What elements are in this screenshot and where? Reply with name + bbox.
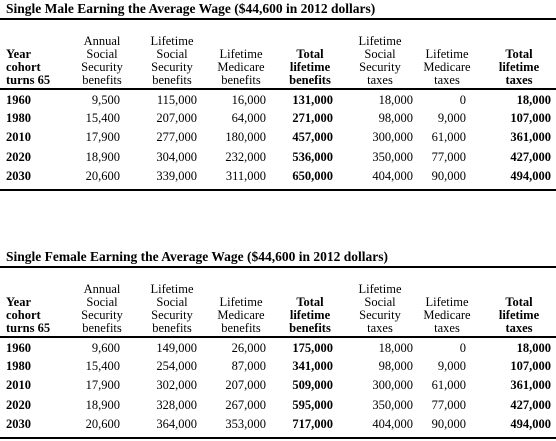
cell-lifetime-ss-benefits: 328,000 [156,398,197,412]
cell-annual-ss-benefits: 20,600 [85,417,120,431]
table-row [0,395,556,415]
table-row [0,414,556,434]
cell-lifetime-ss-taxes: 98,000 [378,359,413,373]
header-line: Annual [83,282,121,296]
table-title: Single Female Earning the Average Wage ($44,600 in 2012 dollars) [6,249,388,264]
header-lifetime-medicare-benefits [208,269,274,335]
cell-total-lifetime-benefits: 536,000 [292,150,333,164]
header-line: taxes [367,321,393,335]
cell-year: 1960 [6,341,31,355]
header-line: Security [151,60,193,74]
cell-total-lifetime-taxes: 18,000 [516,341,551,355]
header-line: Lifetime [425,47,469,61]
cell-lifetime-medicare-benefits: 180,000 [225,130,266,144]
header-line: Year [6,295,31,309]
cell-lifetime-medicare-taxes: 90,000 [431,169,466,183]
header-line: Total [505,295,533,309]
cell-total-lifetime-benefits: 271,000 [292,111,333,125]
bottom-rule [0,437,556,439]
header-lifetime-medicare-benefits [208,21,274,87]
header-lifetime-ss-benefits [140,21,204,87]
cell-lifetime-ss-benefits: 304,000 [156,150,197,164]
table-row [0,166,556,186]
cell-lifetime-ss-benefits: 207,000 [156,111,197,125]
header-year [6,269,68,335]
cell-total-lifetime-benefits: 457,000 [292,130,333,144]
header-line: Lifetime [150,282,194,296]
header-line: turns 65 [6,321,51,335]
cell-annual-ss-benefits: 15,400 [85,359,120,373]
cell-lifetime-ss-benefits: 149,000 [156,341,197,355]
cell-total-lifetime-taxes: 494,000 [510,417,551,431]
header-line: Security [81,308,123,322]
cell-lifetime-medicare-benefits: 26,000 [231,341,266,355]
cell-lifetime-medicare-benefits: 87,000 [231,359,266,373]
cell-total-lifetime-taxes: 107,000 [510,111,551,125]
cell-annual-ss-benefits: 9,500 [91,93,120,107]
cell-total-lifetime-benefits: 717,000 [292,417,333,431]
cell-lifetime-medicare-taxes: 0 [459,341,466,355]
header-line: Security [359,308,401,322]
header-line: benefits [152,321,192,335]
header-line: benefits [152,73,192,87]
cell-lifetime-ss-taxes: 350,000 [372,398,413,412]
cell-total-lifetime-taxes: 427,000 [510,398,551,412]
header-line: Security [151,308,193,322]
header-year [6,21,68,87]
cell-lifetime-ss-taxes: 18,000 [378,341,413,355]
header-total-lifetime-benefits [280,21,340,87]
header-annual-ss-benefits [74,269,130,335]
header-lifetime-ss-taxes [348,21,412,87]
header-line: cohort [6,308,41,322]
cell-total-lifetime-taxes: 361,000 [510,378,551,392]
cell-annual-ss-benefits: 15,400 [85,111,120,125]
cell-lifetime-medicare-taxes: 77,000 [431,150,466,164]
cell-lifetime-ss-taxes: 300,000 [372,130,413,144]
cell-lifetime-medicare-taxes: 0 [459,93,466,107]
cell-lifetime-medicare-benefits: 64,000 [231,111,266,125]
cell-lifetime-medicare-benefits: 207,000 [225,378,266,392]
header-total-lifetime-taxes [488,269,550,335]
cell-year: 2010 [6,378,31,392]
table-row [0,90,556,110]
header-line: lifetime [498,308,540,322]
cell-total-lifetime-taxes: 494,000 [510,169,551,183]
cell-lifetime-ss-benefits: 302,000 [156,378,197,392]
header-line: Total [296,47,324,61]
cell-lifetime-medicare-taxes: 9,000 [437,359,466,373]
cell-year: 2030 [6,417,31,431]
table-row [0,127,556,147]
table-row [0,375,556,395]
header-line: Social [156,295,188,309]
table-row [0,108,556,128]
cell-lifetime-ss-taxes: 404,000 [372,169,413,183]
cell-total-lifetime-taxes: 107,000 [510,359,551,373]
cell-lifetime-medicare-benefits: 311,000 [225,169,266,183]
header-lifetime-ss-benefits [140,269,204,335]
cell-total-lifetime-benefits: 341,000 [292,359,333,373]
header-line: Social [86,47,118,61]
cell-lifetime-medicare-benefits: 16,000 [231,93,266,107]
cell-lifetime-medicare-taxes: 77,000 [431,398,466,412]
header-line: Medicare [423,60,471,74]
header-line: Social [86,295,118,309]
cell-total-lifetime-benefits: 595,000 [292,398,333,412]
header-line: taxes [505,73,533,87]
cell-annual-ss-benefits: 17,900 [85,378,120,392]
header-line: Year [6,47,31,61]
header-line: benefits [221,321,261,335]
header-total-lifetime-benefits [280,269,340,335]
cell-year: 1980 [6,111,31,125]
header-line: Lifetime [358,282,402,296]
header-line: Social [156,47,188,61]
bottom-rule [0,189,556,191]
cell-lifetime-ss-taxes: 404,000 [372,417,413,431]
header-line: Medicare [217,60,265,74]
cell-annual-ss-benefits: 20,600 [85,169,120,183]
cell-lifetime-medicare-taxes: 61,000 [431,378,466,392]
cell-lifetime-medicare-taxes: 9,000 [437,111,466,125]
header-lifetime-medicare-taxes [416,269,478,335]
header-line: Lifetime [425,295,469,309]
cell-lifetime-ss-benefits: 254,000 [156,359,197,373]
table-row [0,356,556,376]
header-line: benefits [221,73,261,87]
header-line: taxes [505,321,533,335]
header-line: Lifetime [150,34,194,48]
header-lifetime-medicare-taxes [416,21,478,87]
top-rule [0,18,556,20]
cell-year: 2010 [6,130,31,144]
header-line: lifetime [289,60,331,74]
header-line: benefits [289,73,331,87]
header-line: Social [364,47,396,61]
header-lifetime-ss-taxes [348,269,412,335]
cell-total-lifetime-benefits: 175,000 [292,341,333,355]
cell-lifetime-ss-benefits: 115,000 [156,93,197,107]
header-line: benefits [82,321,122,335]
table-row [0,147,556,167]
cell-lifetime-ss-benefits: 364,000 [156,417,197,431]
cell-year: 2020 [6,150,31,164]
header-line: Medicare [217,308,265,322]
cell-total-lifetime-taxes: 18,000 [516,93,551,107]
cell-total-lifetime-taxes: 361,000 [510,130,551,144]
header-line: Security [81,60,123,74]
cell-lifetime-ss-benefits: 339,000 [156,169,197,183]
header-total-lifetime-taxes [488,21,550,87]
header-line: benefits [82,73,122,87]
header-line: Medicare [423,308,471,322]
cell-annual-ss-benefits: 18,900 [85,398,120,412]
table-title: Single Male Earning the Average Wage ($44,600 in 2012 dollars) [6,1,376,16]
header-line: taxes [434,321,460,335]
cell-lifetime-ss-taxes: 98,000 [378,111,413,125]
cell-year: 1980 [6,359,31,373]
header-line: Lifetime [219,295,263,309]
cell-total-lifetime-benefits: 131,000 [292,93,333,107]
header-line: cohort [6,60,41,74]
header-line: lifetime [289,308,331,322]
header-annual-ss-benefits [74,21,130,87]
header-line: Lifetime [219,47,263,61]
cell-lifetime-ss-taxes: 350,000 [372,150,413,164]
header-line: taxes [367,73,393,87]
cell-lifetime-ss-taxes: 300,000 [372,378,413,392]
cell-year: 1960 [6,93,31,107]
cell-lifetime-ss-taxes: 18,000 [378,93,413,107]
cell-annual-ss-benefits: 17,900 [85,130,120,144]
cell-total-lifetime-benefits: 650,000 [292,169,333,183]
cell-total-lifetime-benefits: 509,000 [292,378,333,392]
header-line: Annual [83,34,121,48]
cell-lifetime-medicare-taxes: 90,000 [431,417,466,431]
cell-annual-ss-benefits: 9,600 [91,341,120,355]
header-line: lifetime [498,60,540,74]
header-line: Security [359,60,401,74]
header-line: taxes [434,73,460,87]
cell-year: 2030 [6,169,31,183]
cell-lifetime-ss-benefits: 277,000 [156,130,197,144]
table-row [0,338,556,358]
cell-annual-ss-benefits: 18,900 [85,150,120,164]
cell-lifetime-medicare-benefits: 353,000 [225,417,266,431]
cell-lifetime-medicare-benefits: 232,000 [225,150,266,164]
top-rule [0,266,556,268]
header-line: Total [505,47,533,61]
cell-lifetime-medicare-taxes: 61,000 [431,130,466,144]
header-line: turns 65 [6,73,51,87]
header-line: Social [364,295,396,309]
cell-year: 2020 [6,398,31,412]
header-line: benefits [289,321,331,335]
header-line: Lifetime [358,34,402,48]
cell-total-lifetime-taxes: 427,000 [510,150,551,164]
header-line: Total [296,295,324,309]
cell-lifetime-medicare-benefits: 267,000 [225,398,266,412]
